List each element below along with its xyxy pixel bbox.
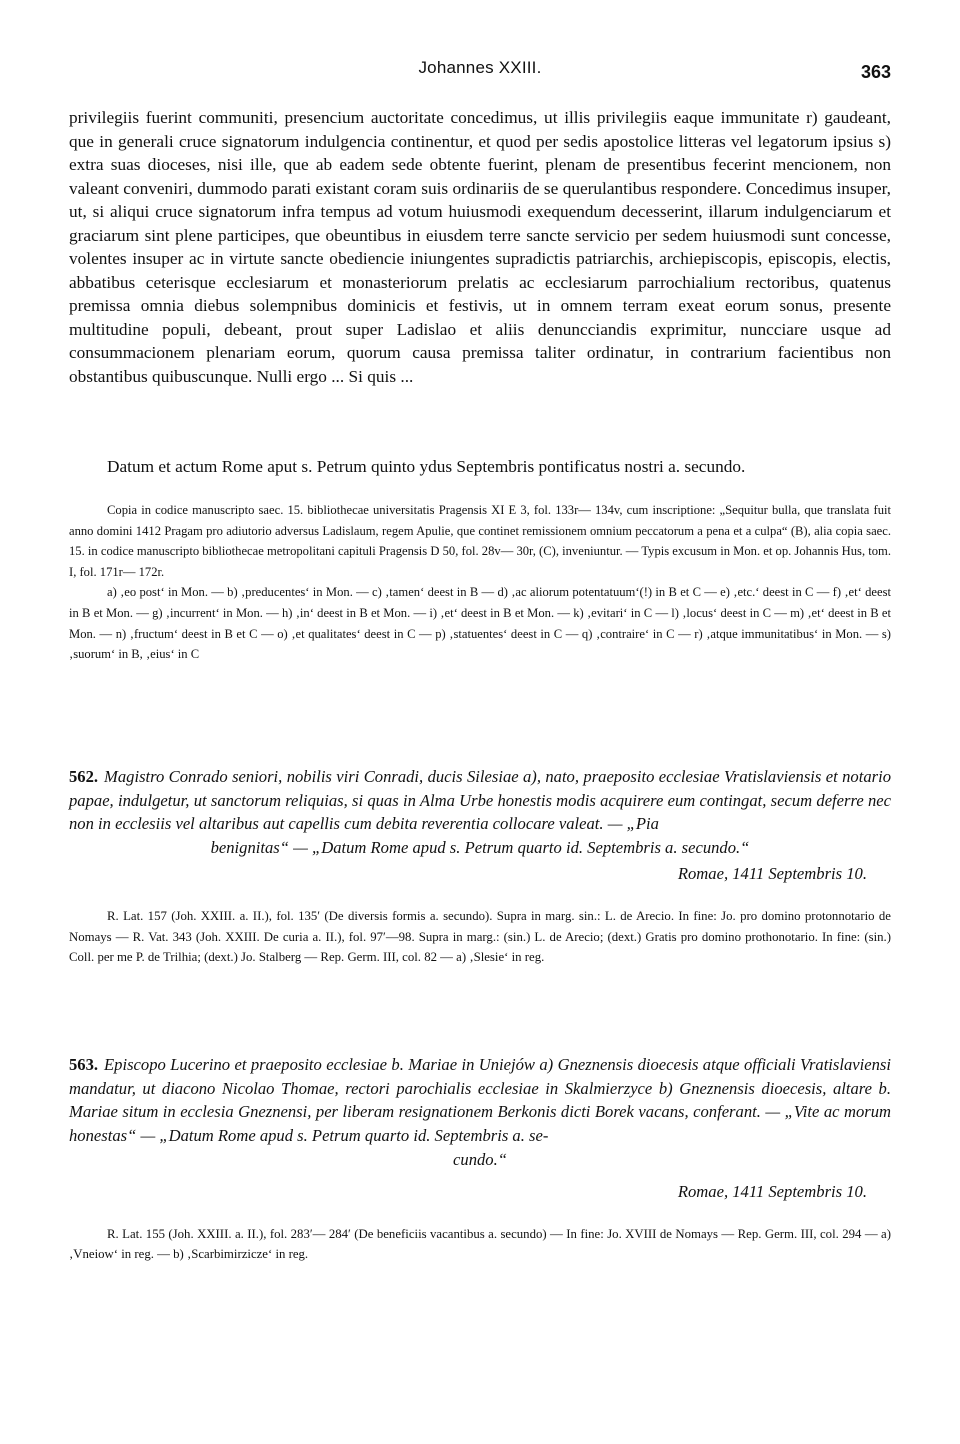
running-head xyxy=(69,58,891,86)
regest-text: Magistro Conrado seniori, nobilis viri Conradi, ducis Silesiae a), nato, praeposito ecclesiae Vratislaviensis et notario papae, indulgetur, ut sanctorum reliquias, si quas in Alma Urbe honestis modis acquirere eum contingat, secum deferre nec non in ecclesiis vel altaribus aut capellis cum debita reverentia collocare valeat. — „Pia xyxy=(69,767,891,834)
variant-notes: a) ‚eo post‘ in Mon. — b) ‚preducentes‘ in Mon. — c) ‚tamen‘ deest in B — d) ‚ac aliorum potentatuum‘(!) in B et C — e) ‚etc.‘ deest in C — f) ‚et‘ deest in B et Mon. — g) ‚incurrent‘ in Mon. — h) ‚in‘ deest in B et Mon. — i) ‚et‘ deest in B et Mon. — k) ‚evitari‘ in C — l) ‚locus‘ deest in C — m) ‚et‘ deest in B et Mon. — n) ‚fructum‘ deest in B et C — o) ‚et qualitates‘ deest in C — p) ‚statuentes‘ deest in C — q) ‚contraire‘ in C — r) ‚atque immunitatibus‘ in Mon. — s) ‚suorum‘ in B, ‚eius‘ in C xyxy=(69,585,891,662)
place-date: Romae, 1411 Septembris 10. xyxy=(677,863,867,883)
document-562 xyxy=(69,765,891,968)
regest xyxy=(69,1053,891,1172)
apparatus: R. Lat. 155 (Joh. XXIII. a. II.), fol. 283′— 284′ (De beneficiis vacantibus a. secundo) — In fine: Jo. XVIII de Nomays — Rep. Germ. III, col. 294 — a) ‚Vneiow‘ in reg. — b) ‚Scarbimirzicze‘ in reg. xyxy=(69,1226,891,1262)
document-number: 563. xyxy=(69,1055,99,1074)
regest-text: Episcopo Lucerino et praeposito ecclesiae b. Mariae in Uniejów a) Gneznensis dioecesis atque officiali Vratislaviensi mandatur, ut diacono Nicolao Thomae, rectori parochialis ecclesiae in Skalmierzyce b) Gneznensis dioecesis, altare b. Mariae situm in ecclesia Gneznensi, per liberam resignationem Berkonis dicti Borek vacans, conferant. — „Vite ac morum honestas“ — „Datum Rome apud s. Petrum quarto id. Septembris a. se- xyxy=(69,1055,891,1146)
running-title: Johannes XXIII. xyxy=(418,58,542,77)
place-date: Romae, 1411 Septembris 10. xyxy=(677,1181,867,1201)
apparatus: R. Lat. 157 (Joh. XXIII. a. II.), fol. 135′ (De diversis formis a. secundo). Supra in marg. sin.: L. de Arecio. In fine: Jo. pro domino protonnotario de Nomays — R. Vat. 343 (Joh. XXIII. De curia a. II.), fol. 97′—98. Supra in marg.: (sin.) L. de Arecio; (dext.) Gratis pro domino prothonotario. In fine: (sin.) Coll. per me P. de Trilhia; (dext.) Jo. Stalberg — Rep. Germ. III, col. 82 — a) ‚Slesie‘ in reg. xyxy=(69,908,891,965)
source-note: Copia in codice manuscripto saec. 15. bibliothecae universitatis Pragensis XI E 3, fol. 133r— 134v, cum inscriptione: „Sequitur bulla, que translata fuit anno domini 1412 Pragam pro adiutorio adversus Ladislaum, regem Apulie, que continet remissionem omnium peccatorum a pena et a culpa“ (B), alia copia saec. 15. in codice manuscripto bibliothecae metropolitani capituli Pragensis D 50, fol. 28v— 30r, (C), inveniuntur. — Typis excusum in Mon. et op. Johannis Hus, tom. I, fol. 171r— 172r. xyxy=(69,503,891,579)
regest xyxy=(69,765,891,860)
regest-tail: cundo.“ xyxy=(453,1149,507,1169)
regest-tail: benignitas“ — „Datum Rome apud s. Petrum quarto id. Septembris a. secundo.“ xyxy=(210,838,750,858)
main-text-paragraph: privilegiis fuerint communiti, presencium auctoritate concedimus, ut illis privilegiis eaque immunitate r) gaudeant, que in generali cruce signatorum indulgencia continentur, et quod per sedis apostolice litteras vel legatorum ipsius s) extra suas dioceses, nisi ille, que ab eadem sede obtente fuerint, plenam de presentibus fecerint mencionem, non valeant conveniri, dummodo parati existant coram suis ordinariis de se querulantibus respondere. Concedimus insuper, ut, si aliqui cruce signatorum infra tempus ad votum huiusmodi exequendum decesserint, illarum indulgenciarum et graciarum sint plene participes, que obeuntibus in eiusdem terre sancte servicio per sedem huiusmodi sunt concesse, volentes insuper ac in virtute sancte obediencie iniungentes supradictis patriarchis, archiepiscopis, episcopis, electis, abbatibus ceterisque ecclesiarum et monasteriorum prelatis ac ecclesiarum parrochialium rectoribus, quatenus premissa omnia diebus solempnibus dominicis et festivis, ut in omnem terram exeat eorum sonus, presente multitudine populi, debeant, prout super Ladislao et aliis denuncciandis exprimitur, nuncciare usque ad consummacionem plenariam eorum, quorum causa premissa taliter ordinatur, in contrarium facientibus non obstantibus quibuscunque. Nulli ergo ... Si quis ... xyxy=(69,108,891,386)
document-563 xyxy=(69,1053,891,1265)
dating-line: Datum et actum Rome aput s. Petrum quinto ydus Septembris pontificatus nostri a. secundo. xyxy=(107,457,746,476)
document-number: 562. xyxy=(69,767,99,786)
page-number: 363 xyxy=(860,62,891,82)
footnotes xyxy=(69,500,891,665)
